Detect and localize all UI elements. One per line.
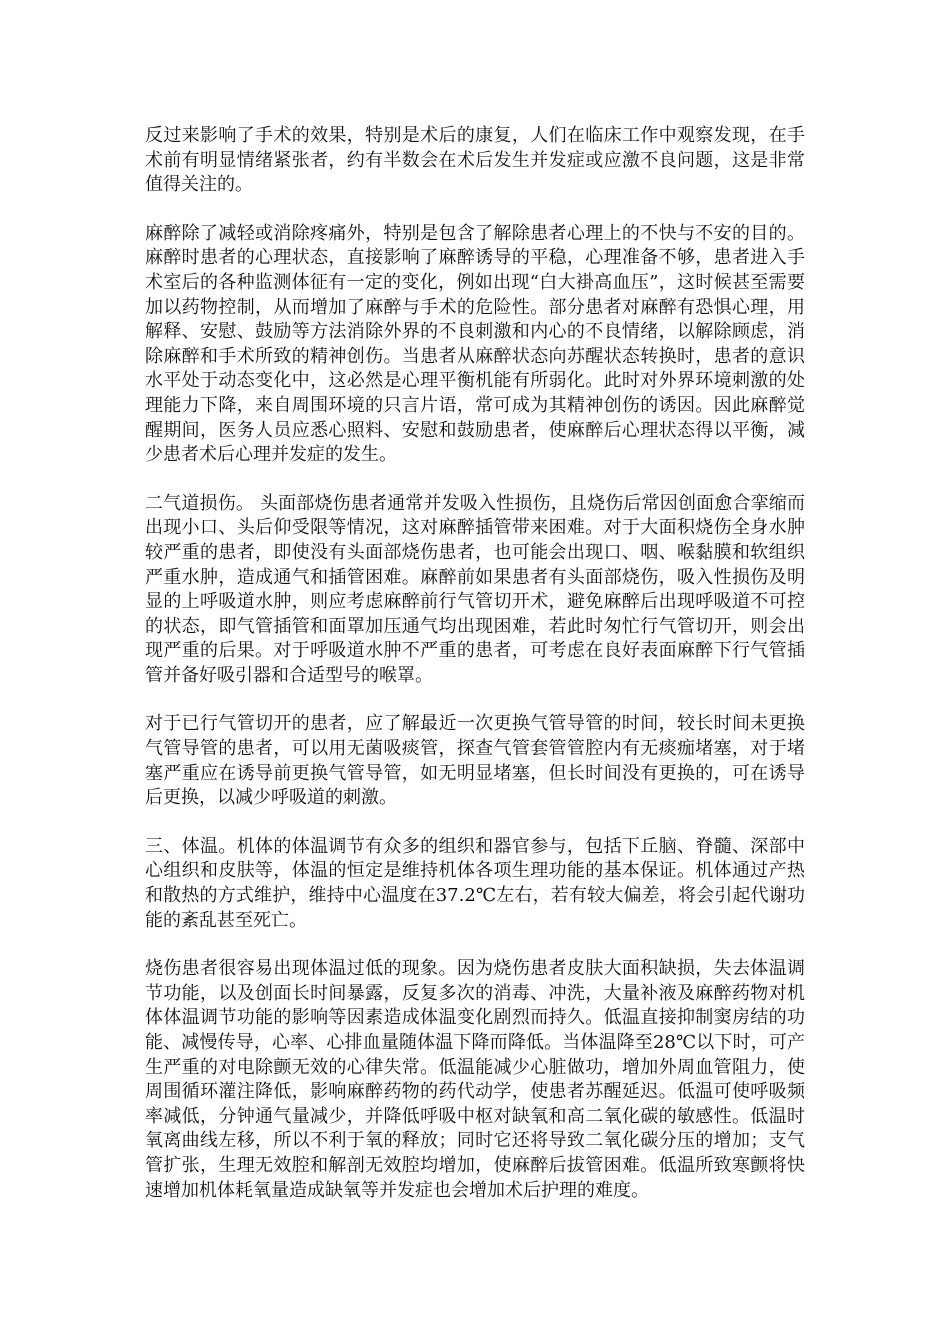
paragraph-hypothermia: 烧伤患者很容易出现体温过低的现象。因为烧伤患者皮肤大面积缺损，失去体温调节功能，以及创面长时间暴露，反复多次的消毒、冲洗，大量补液及麻醉药物对机体体温调节功能的影响等因素造成体温变化剧烈而持久。低温直接抑制窦房结的功能、减慢传导，心率、心排血量随体温下降而降低。当体温降至28℃以下时，可产生严重的对电除颤无效的心律失常。低温能减少心脏做功，增加外周血管阻力，使周围循环灌注降低，影响麻醉药物的药代动学，使患者苏醒延迟。低温可使呼吸频率减低，分钟通气量减少，并降低呼吸中枢对缺氧和高二氧化碳的敏感性。低温时氧离曲线左移，所以不利于氧的释放；同时它还将导致二氧化碳分压的增加；支气管扩张，生理无效腔和解剖无效腔均增加，使麻醉后拔管困难。低温所致寒颤将快速增加机体耗氧量造成缺氧等并发症也会增加术后护理的难度。 [145, 958, 805, 1201]
paragraph-tracheostomy: 对于已行气管切开的患者，应了解最近一次更换气管导管的时间，较长时间未更换气管导管的患者，可以用无菌吸痰管，探查气管套管管腔内有无痰痂堵塞，对于堵塞严重应在诱导前更换气管导管，如无明显堵塞，但长时间没有更换的，可在诱导后更换，以减少呼吸道的刺激。 [145, 713, 805, 809]
paragraph-postop-recovery: 反过来影响了手术的效果，特别是术后的康复，人们在临床工作中观察发现，在手术前有明显情绪紧张者，约有半数会在术后发生并发症或应激不良问题，这是非常值得关注的。 [145, 125, 805, 196]
document-body [145, 124, 805, 1227]
paragraph-body-temperature: 三、体温。机体的体温调节有众多的组织和器官参与，包括下丘脑、脊髓、深部中心组织和皮肤等，体温的恒定是维持机体各项生理功能的基本保证。机体通过产热和散热的方式维护，维持中心温度在37.2℃左右，若有较大偏差，将会引起代谢功能的紊乱甚至死亡。 [145, 835, 805, 931]
paragraph-airway-injury: 二气道损伤。 头面部烧伤患者通常并发吸入性损伤，且烧伤后常因创面愈合挛缩而出现小口、头后仰受限等情况，这对麻醉插管带来困难。对于大面积烧伤全身水肿较严重的患者，即使没有头面部烧伤患者，也可能会出现口、咽、喉黏膜和软组织严重水肿，造成通气和插管困难。麻醉前如果患者有头面部烧伤，吸入性损伤及明显的上呼吸道水肿，则应考虑麻醉前行气管切开术，避免麻醉后出现呼吸道不可控的状态，即气管插管和面罩加压通气均出现困难，若此时匆忙行气管切开，则会出现严重的后果。对于呼吸道水肿不严重的患者，可考虑在良好表面麻醉下行气管插管并备好吸引器和合适型号的喉罩。 [145, 492, 805, 686]
paragraph-anesthesia-psychology: 麻醉除了减轻或消除疼痛外，特别是包含了解除患者心理上的不快与不安的目的。麻醉时患者的心理状态，直接影响了麻醉诱导的平稳，心理准备不够，患者进入手术室后的各种监测体征有一定的变化，例如出现“白大褂高血压”，这时候甚至需要加以药物控制，从而增加了麻醉与手术的危险性。部分患者对麻醉有恐惧心理，用解释、安慰、鼓励等方法消除外界的不良刺激和内心的不良情绪，以解除顾虑，消除麻醉和手术所致的精神创伤。当患者从麻醉状态向苏醒状态转换时，患者的意识水平处于动态变化中，这必然是心理平衡机能有所弱化。此时对外界环境刺激的处理能力下降，来自周围环境的只言片语，常可成为其精神创伤的诱因。因此麻醉觉醒期间，医务人员应悉心照料、安慰和鼓励患者，使麻醉后心理状态得以平衡，减少患者术后心理并发症的发生。 [145, 222, 805, 466]
